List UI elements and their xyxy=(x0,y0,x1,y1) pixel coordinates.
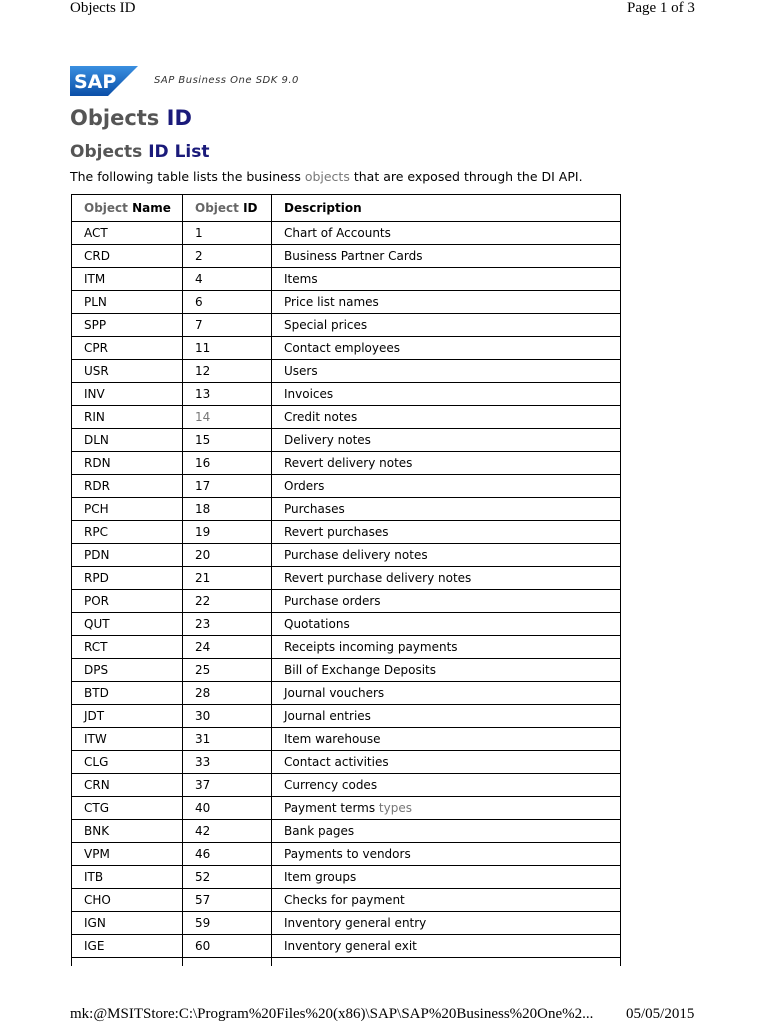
cell-object-name: VPM xyxy=(72,843,183,866)
cell-description: Item groups xyxy=(272,866,621,889)
cell-object-name: PLN xyxy=(72,291,183,314)
table-row xyxy=(72,820,621,843)
cell-object-id: 18 xyxy=(183,498,272,521)
cell-description: Inventory general exit xyxy=(272,935,621,958)
cell-object-id: 24 xyxy=(183,636,272,659)
cell-object-name: RIN xyxy=(72,406,183,429)
cell-description: Purchase delivery notes xyxy=(272,544,621,567)
page-title xyxy=(70,106,192,130)
cell-object-id: 23 xyxy=(183,613,272,636)
table-row-continued xyxy=(72,958,621,967)
cell-object-name: CHO xyxy=(72,889,183,912)
cell-object-name: RCT xyxy=(72,636,183,659)
header-object-name: Object Name xyxy=(72,195,183,222)
table-row xyxy=(72,360,621,383)
cell-object-name: ITM xyxy=(72,268,183,291)
table-row xyxy=(72,866,621,889)
intro-link-objects: objects xyxy=(304,169,350,184)
cell-object-name: IGN xyxy=(72,912,183,935)
table-row xyxy=(72,222,621,245)
header-description: Description xyxy=(272,195,621,222)
cell-description: Revert delivery notes xyxy=(272,452,621,475)
print-header-page: Page 1 of 3 xyxy=(627,0,695,16)
cell-object-id: 6 xyxy=(183,291,272,314)
cell-object-name: CRD xyxy=(72,245,183,268)
cell-empty xyxy=(72,958,183,967)
table-row xyxy=(72,452,621,475)
cell-object-id: 46 xyxy=(183,843,272,866)
cell-object-name: DPS xyxy=(72,659,183,682)
cell-description: Special prices xyxy=(272,314,621,337)
table-header-row xyxy=(72,195,621,222)
cell-object-id: 40 xyxy=(183,797,272,820)
intro-before: The following table lists the business xyxy=(70,169,305,184)
cell-description: Delivery notes xyxy=(272,429,621,452)
cell-object-id: 31 xyxy=(183,728,272,751)
cell-empty xyxy=(183,958,272,967)
cell-object-name: RPD xyxy=(72,567,183,590)
cell-object-id: 20 xyxy=(183,544,272,567)
cell-description: Journal vouchers xyxy=(272,682,621,705)
cell-description: Bill of Exchange Deposits xyxy=(272,659,621,682)
cell-description: Journal entries xyxy=(272,705,621,728)
table-row xyxy=(72,544,621,567)
cell-object-name: CPR xyxy=(72,337,183,360)
table-row xyxy=(72,314,621,337)
table-row xyxy=(72,245,621,268)
sap-logo xyxy=(70,66,138,96)
cell-description: Inventory general entry xyxy=(272,912,621,935)
cell-description: Payment terms types xyxy=(272,797,621,820)
cell-object-id: 12 xyxy=(183,360,272,383)
cell-description: Chart of Accounts xyxy=(272,222,621,245)
table-row xyxy=(72,406,621,429)
cell-object-name: USR xyxy=(72,360,183,383)
cell-object-name: SPP xyxy=(72,314,183,337)
cell-description: Receipts incoming payments xyxy=(272,636,621,659)
table-row xyxy=(72,912,621,935)
table-row xyxy=(72,728,621,751)
cell-object-id: 16 xyxy=(183,452,272,475)
table-body xyxy=(72,222,621,967)
cell-object-id: 22 xyxy=(183,590,272,613)
cell-empty xyxy=(272,958,621,967)
cell-object-name: PCH xyxy=(72,498,183,521)
intro-text xyxy=(70,169,583,184)
cell-object-id: 33 xyxy=(183,751,272,774)
cell-description: Contact employees xyxy=(272,337,621,360)
cell-description: Checks for payment xyxy=(272,889,621,912)
sdk-label: SAP Business One SDK 9.0 xyxy=(154,75,299,86)
table-row xyxy=(72,889,621,912)
cell-object-name: INV xyxy=(72,383,183,406)
cell-object-name: QUT xyxy=(72,613,183,636)
cell-description: Payments to vendors xyxy=(272,843,621,866)
section-title-part1: Objects xyxy=(70,142,143,162)
cell-object-name: RDN xyxy=(72,452,183,475)
table-row xyxy=(72,498,621,521)
cell-object-id: 42 xyxy=(183,820,272,843)
table-row xyxy=(72,567,621,590)
print-header-title: Objects ID xyxy=(70,0,136,16)
table-row xyxy=(72,268,621,291)
table-row xyxy=(72,705,621,728)
cell-object-id: 11 xyxy=(183,337,272,360)
cell-description: Business Partner Cards xyxy=(272,245,621,268)
intro-after: that are exposed through the DI API. xyxy=(349,169,583,184)
table-row xyxy=(72,751,621,774)
table-row xyxy=(72,337,621,360)
cell-description: Items xyxy=(272,268,621,291)
cell-object-name: POR xyxy=(72,590,183,613)
cell-object-id: 25 xyxy=(183,659,272,682)
cell-description: Currency codes xyxy=(272,774,621,797)
table-row xyxy=(72,843,621,866)
cell-object-id: 57 xyxy=(183,889,272,912)
cell-description: Credit notes xyxy=(272,406,621,429)
cell-object-id: 30 xyxy=(183,705,272,728)
cell-description: Contact activities xyxy=(272,751,621,774)
cell-description: Users xyxy=(272,360,621,383)
print-footer xyxy=(0,1006,768,1024)
cell-object-name: PDN xyxy=(72,544,183,567)
cell-description: Item warehouse xyxy=(272,728,621,751)
sap-logo-text: SAP xyxy=(74,71,117,93)
section-title-part2: ID List xyxy=(148,142,210,162)
cell-description: Invoices xyxy=(272,383,621,406)
cell-object-id: 28 xyxy=(183,682,272,705)
cell-description: Purchases xyxy=(272,498,621,521)
cell-description: Bank pages xyxy=(272,820,621,843)
header-object-id: Object ID xyxy=(183,195,272,222)
cell-object-name: CRN xyxy=(72,774,183,797)
table-row xyxy=(72,521,621,544)
cell-object-name: BTD xyxy=(72,682,183,705)
cell-object-name: JDT xyxy=(72,705,183,728)
cell-object-name: ITB xyxy=(72,866,183,889)
page-title-part2: ID xyxy=(166,106,192,130)
table-row xyxy=(72,636,621,659)
cell-object-id: 1 xyxy=(183,222,272,245)
table-row xyxy=(72,429,621,452)
table-row xyxy=(72,682,621,705)
cell-object-name: DLN xyxy=(72,429,183,452)
cell-object-name: ACT xyxy=(72,222,183,245)
table-row xyxy=(72,475,621,498)
cell-object-id: 21 xyxy=(183,567,272,590)
table-row xyxy=(72,935,621,958)
cell-description: Purchase orders xyxy=(272,590,621,613)
table-row xyxy=(72,590,621,613)
cell-object-id: 13 xyxy=(183,383,272,406)
cell-object-name: ITW xyxy=(72,728,183,751)
cell-object-id: 4 xyxy=(183,268,272,291)
cell-object-id: 14 xyxy=(183,406,272,429)
print-header xyxy=(0,0,768,18)
cell-description: Quotations xyxy=(272,613,621,636)
cell-object-name: BNK xyxy=(72,820,183,843)
page-title-part1: Objects xyxy=(70,106,160,130)
table-row xyxy=(72,774,621,797)
cell-object-name: CLG xyxy=(72,751,183,774)
table-row xyxy=(72,797,621,820)
cell-description: Revert purchase delivery notes xyxy=(272,567,621,590)
table-row xyxy=(72,383,621,406)
cell-object-id: 17 xyxy=(183,475,272,498)
table-row xyxy=(72,613,621,636)
cell-description: Price list names xyxy=(272,291,621,314)
cell-object-id: 2 xyxy=(183,245,272,268)
cell-description: Revert purchases xyxy=(272,521,621,544)
cell-object-id: 60 xyxy=(183,935,272,958)
table-row xyxy=(72,291,621,314)
section-title xyxy=(70,142,210,162)
cell-object-id: 37 xyxy=(183,774,272,797)
cell-object-id: 15 xyxy=(183,429,272,452)
cell-object-id: 59 xyxy=(183,912,272,935)
cell-object-id: 52 xyxy=(183,866,272,889)
print-footer-path: mk:@MSITStore:C:\Program%20Files%20(x86)\SAP\SAP%20Business%20One%2... xyxy=(70,1006,594,1022)
table-row xyxy=(72,659,621,682)
cell-object-name: RPC xyxy=(72,521,183,544)
objects-table-container xyxy=(71,194,620,966)
print-footer-date: 05/05/2015 xyxy=(626,1006,695,1022)
cell-object-id: 7 xyxy=(183,314,272,337)
cell-description: Orders xyxy=(272,475,621,498)
cell-object-name: IGE xyxy=(72,935,183,958)
objects-table xyxy=(71,194,621,966)
cell-object-id: 19 xyxy=(183,521,272,544)
cell-object-name: RDR xyxy=(72,475,183,498)
cell-object-name: CTG xyxy=(72,797,183,820)
